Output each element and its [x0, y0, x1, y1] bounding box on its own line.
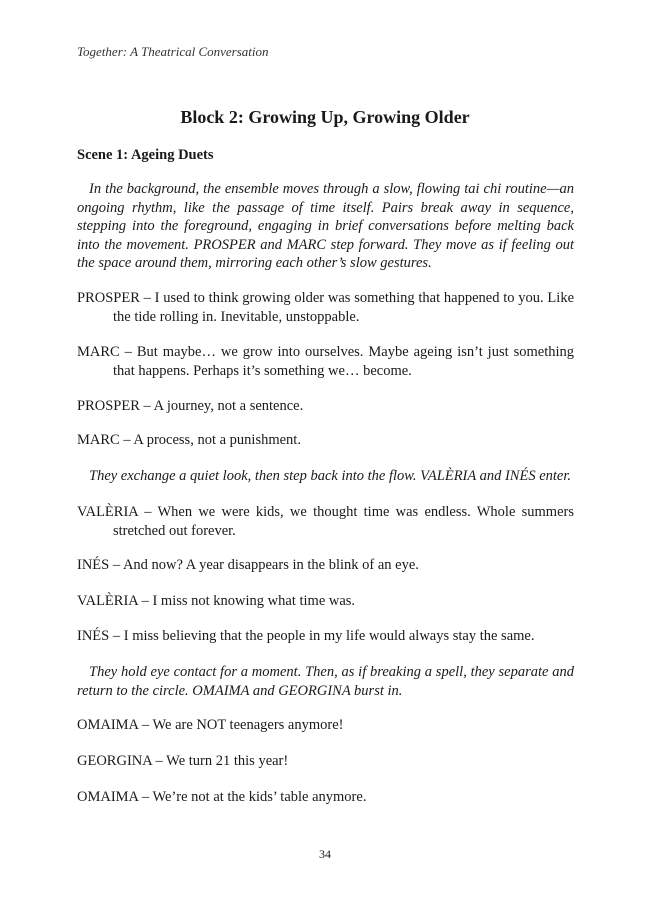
page-number: 34: [319, 847, 331, 861]
separator: –: [151, 753, 167, 769]
line-text: I used to think growing older was something that happened to you. Like the tide rolling in. Inevitable, unstoppable.: [113, 290, 575, 325]
speaker-name: INÉS: [77, 557, 110, 573]
line-text: When we were kids, we thought time was endless. Whole summers stretched out forever.: [113, 504, 574, 539]
line-text: But maybe… we grow into ourselves. Maybe ageing isn’t just something that happens. Perhaps it’s something we… become.: [113, 344, 574, 379]
dialogue-line: [77, 289, 574, 326]
speaker-name: VALÈRIA: [77, 593, 138, 609]
speaker-name: MARC: [77, 432, 120, 448]
running-head: Together: A Theatrical Conversation: [77, 44, 269, 59]
dialogue-line: [77, 503, 574, 540]
dialogue-line: [77, 716, 574, 735]
separator: –: [139, 290, 155, 306]
line-text: We’re not at the kids’ table anymore.: [152, 789, 367, 805]
separator: –: [139, 398, 154, 414]
separator: –: [119, 344, 137, 360]
speaker-name: GEORGINA: [77, 753, 152, 769]
speaker-name: PROSPER: [77, 290, 140, 306]
line-text: A journey, not a sentence.: [153, 398, 304, 414]
line-text: A process, not a punishment.: [133, 432, 301, 448]
dialogue-line: [77, 397, 574, 416]
stage-direction: In the background, the ensemble moves through a slow, flowing tai chi routine—an ongoing rhythm, like the passage of time itself. Pairs break away in sequence, stepping into the foreground, engaging in brief conversations before melting back into the movement. PROSPER and MARC step forward. They move as if feeling out the space around them, mirroring each other’s slow gestures.: [77, 181, 574, 271]
separator: –: [109, 628, 124, 644]
speaker-name: PROSPER: [77, 398, 140, 414]
scene-title: Scene 1: Ageing Duets: [77, 147, 214, 163]
dialogue-line: [77, 556, 574, 575]
line-text: We turn 21 this year!: [166, 753, 289, 769]
separator: –: [137, 593, 153, 609]
dialogue-line: [77, 627, 574, 646]
dialogue-line: [77, 788, 574, 807]
dialogue-line: [77, 752, 574, 771]
line-text: I miss believing that the people in my life would always stay the same.: [123, 628, 535, 644]
stage-direction: They exchange a quiet look, then step back into the flow. VALÈRIA and INÉS enter.: [89, 468, 572, 484]
dialogue-line: [77, 343, 574, 380]
speaker-name: INÉS: [77, 628, 110, 644]
stage-direction: They hold eye contact for a moment. Then, as if breaking a spell, they separate and return to the circle. OMAIMA and GEORGINA burst in.: [77, 664, 574, 699]
line-text: I miss not knowing what time was.: [152, 593, 356, 609]
dialogue-line: [77, 592, 574, 611]
speaker-name: MARC: [77, 344, 120, 360]
separator: –: [138, 717, 153, 733]
speaker-name: OMAIMA: [77, 789, 139, 805]
dialogue-line: [77, 431, 574, 450]
separator: –: [137, 504, 158, 520]
line-text: We are NOT teenagers anymore!: [152, 717, 344, 733]
separator: –: [138, 789, 153, 805]
separator: –: [119, 432, 134, 448]
separator: –: [109, 557, 123, 573]
speaker-name: VALÈRIA: [77, 504, 138, 520]
block-title: Block 2: Growing Up, Growing Older: [180, 107, 470, 127]
line-text: And now? A year disappears in the blink of an eye.: [122, 557, 419, 573]
speaker-name: OMAIMA: [77, 717, 139, 733]
